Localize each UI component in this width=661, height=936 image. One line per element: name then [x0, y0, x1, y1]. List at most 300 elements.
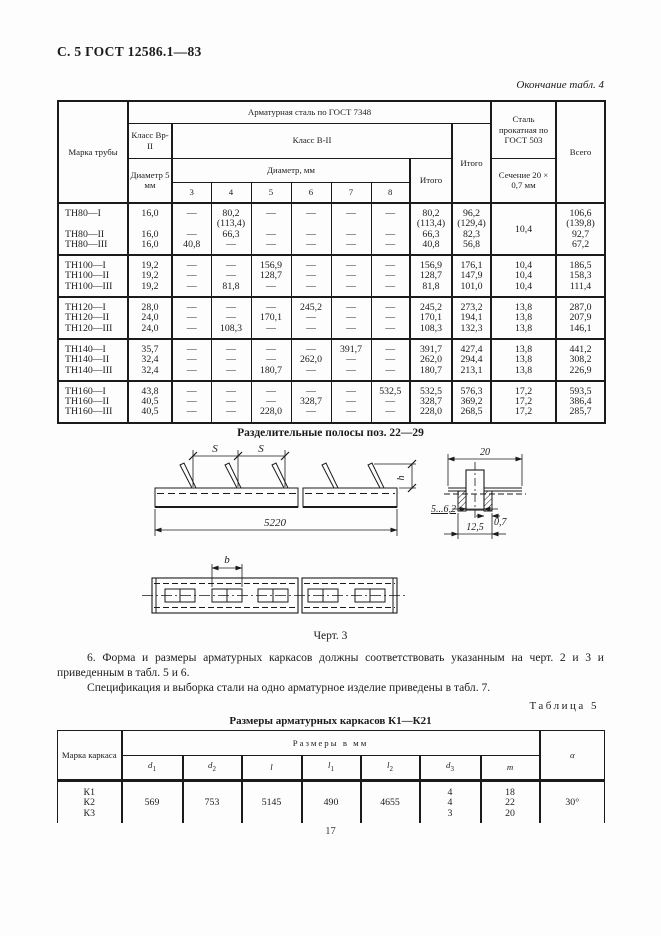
table-cell: [410, 255, 452, 297]
cell-line: 180,7: [419, 364, 443, 376]
vsego-cell: [556, 255, 605, 297]
table-cell: [251, 297, 291, 339]
table-cell: [251, 381, 291, 423]
t4-h-d4: 4: [211, 182, 251, 203]
cell-line: —: [186, 302, 197, 314]
cell-line: —: [226, 364, 236, 376]
cell-line: 81,8: [422, 280, 440, 292]
cell-line: 18: [505, 787, 515, 798]
cell-line: 146,1: [569, 322, 592, 334]
cell-line: 593,5: [569, 385, 592, 397]
cell-line: —: [186, 270, 197, 282]
cell-line: 19,2: [141, 280, 159, 292]
table-cell: [251, 255, 291, 297]
cell-line: 35,7: [141, 343, 159, 355]
t5-m: [481, 781, 540, 823]
cell-line: 32,4: [141, 354, 159, 366]
cell-line: 56,8: [462, 238, 481, 250]
sechenie-cell: [491, 381, 556, 423]
cell-line: —: [186, 385, 197, 397]
t5-subcol-header: $d_2$: [183, 756, 242, 781]
cell-line: —: [266, 280, 276, 292]
cell-line: ТН160—I: [65, 385, 106, 397]
figure-caption: Черт. 3: [313, 630, 348, 642]
t4-h-vsego: Всего: [556, 101, 605, 203]
cell-line: —: [186, 354, 197, 366]
t5-l: 5145: [242, 781, 302, 823]
table-cell: [331, 203, 371, 255]
cell-line: 170,1: [419, 312, 443, 324]
cell-line: 24,0: [141, 312, 159, 324]
cell-line: ТН160—II: [65, 396, 110, 408]
t4-h-d5: 5: [251, 182, 291, 203]
cell-line: 207,9: [569, 312, 592, 324]
cell-line: —: [385, 354, 396, 366]
table-cell: [172, 297, 211, 339]
t5-d1: 569: [122, 781, 183, 823]
cell-line: —: [346, 354, 356, 366]
cell-line: 4: [447, 787, 453, 798]
cell-line: 13,8: [514, 312, 533, 324]
cell-line: —: [306, 270, 316, 282]
t4-h-itogo1: Итого: [410, 158, 452, 203]
cell-line: —: [226, 238, 236, 250]
page-number: 17: [325, 826, 336, 837]
cell-line: —: [266, 208, 276, 219]
table-cell: [251, 339, 291, 381]
dim-label-bottom-width: 12,5: [466, 522, 484, 533]
t5-subheader-row: [58, 756, 605, 781]
table-row: [58, 255, 605, 297]
vsego-cell: [556, 203, 605, 255]
cell-line: 386,4: [569, 396, 592, 408]
cell-line: 13,8: [514, 322, 533, 334]
cell-line: 40,8: [183, 238, 201, 250]
cell-line: 16,0: [141, 238, 159, 250]
cell-line: 532,5: [379, 385, 402, 397]
cell-line: ТН140—III: [65, 364, 113, 376]
cell-line: 96,2: [462, 208, 481, 219]
t5-subcol-header: $l_2$: [361, 756, 420, 781]
cell-line: —: [266, 354, 276, 366]
cell-line: 28,0: [141, 302, 159, 314]
cell-line: 40,5: [141, 406, 159, 418]
cell-line: 262,0: [299, 354, 323, 366]
table-row: [58, 339, 605, 381]
table-cell: [291, 381, 331, 423]
table-cell: [58, 203, 128, 255]
t4-h-klass-b: Класс В-II: [172, 123, 452, 158]
cell-line: —: [385, 406, 396, 418]
cell-line: 82,3: [462, 228, 481, 240]
cell-line: 186,5: [569, 260, 592, 272]
table-cell: [58, 255, 128, 297]
cell-line: 294,4: [460, 354, 483, 366]
cell-line: 228,0: [259, 406, 283, 418]
cell-line: 308,2: [569, 354, 592, 366]
cell-line: 13,8: [514, 302, 533, 314]
cell-line: 40,8: [422, 238, 440, 250]
table-cell: [211, 381, 251, 423]
cell-line: 245,2: [419, 302, 443, 314]
table5-note: Таблица 5: [529, 700, 599, 712]
t4-h-diametr-mm: Диаметр, мм: [172, 158, 410, 182]
cell-line: 17,2: [514, 406, 533, 418]
cell-line: —: [385, 322, 396, 334]
table-cell: [452, 255, 491, 297]
t5-subcol-header: l: [242, 756, 302, 781]
t4-h-stal: Сталь прокатная по ГОСТ 503: [491, 101, 556, 158]
cell-line: ТН140—I: [65, 343, 106, 355]
cell-line: (129,4): [457, 218, 486, 230]
cell-line: —: [346, 322, 356, 334]
cell-line: —: [306, 312, 316, 324]
cell-line: 180,7: [259, 364, 283, 376]
table-cell: [410, 297, 452, 339]
cell-line: —: [385, 208, 396, 219]
cell-line: 391,7: [419, 343, 443, 355]
t5-alpha: 30°: [540, 781, 605, 823]
cell-line: 226,9: [569, 364, 592, 376]
t4-h-marka: Марка трубы: [58, 101, 128, 203]
cell-line: —: [266, 396, 276, 408]
table-cell: [128, 203, 172, 255]
cell-line: —: [346, 208, 356, 219]
cell-line: —: [226, 270, 236, 282]
cell-line: 158,3: [569, 270, 592, 282]
cell-line: 80,2: [222, 208, 240, 219]
t5-h-alpha: α: [540, 731, 605, 781]
t5-marks: [58, 781, 122, 823]
table5: [57, 730, 605, 823]
table-cell: [371, 297, 410, 339]
table-cell: [172, 255, 211, 297]
t5-h-marka: Марка каркаса: [58, 731, 122, 781]
cell-line: ТН100—II: [65, 270, 110, 282]
dim-20: [448, 454, 522, 486]
cell-line: —: [186, 322, 197, 334]
cell-line: —: [385, 312, 396, 324]
cell-line: 245,2: [299, 302, 323, 314]
t4-h-d8: 8: [371, 182, 410, 203]
cell-line: ТН100—I: [65, 260, 106, 272]
t5-l1: 490: [302, 781, 361, 823]
table4-continuation-note: Окончание табл. 4: [516, 79, 604, 91]
cell-line: —: [266, 385, 276, 397]
cell-line: 10,4: [514, 270, 533, 282]
table-row: [58, 781, 605, 823]
cell-line: —: [346, 364, 356, 376]
t4-h-klass-vr: Класс Вр-II: [128, 123, 172, 158]
cell-line: 156,9: [419, 260, 443, 272]
sechenie-cell: [491, 297, 556, 339]
cell-line: 16,0: [141, 228, 159, 240]
cell-line: 273,2: [460, 302, 483, 314]
table-cell: [452, 297, 491, 339]
cell-line: 66,3: [222, 228, 240, 240]
cell-line: 170,1: [259, 312, 283, 324]
t4-h-sechenie: Сечение 20 × 0,7 мм: [491, 158, 556, 203]
table5-header: [58, 731, 605, 781]
table-row: [58, 203, 605, 255]
cell-line: —: [385, 270, 396, 282]
cell-line: 532,5: [419, 385, 443, 397]
cell-line: 213,1: [460, 364, 483, 376]
cell-line: 13,8: [514, 343, 533, 355]
cell-line: 328,7: [419, 396, 443, 408]
cell-line: 40,5: [141, 396, 159, 408]
cell-line: —: [385, 302, 396, 314]
cell-line: 391,7: [339, 343, 363, 355]
dim-label-pin-width: 5...6,2: [431, 504, 456, 515]
cell-line: К3: [83, 807, 95, 819]
table5-body: [58, 781, 605, 823]
table-cell: [172, 203, 211, 255]
cell-line: ТН140—II: [65, 354, 110, 366]
table-cell: [211, 297, 251, 339]
cell-line: —: [186, 396, 197, 408]
dim-label-thickness: 0,7: [494, 517, 507, 528]
cell-line: 156,9: [259, 260, 283, 272]
table-cell: [371, 339, 410, 381]
table-cell: [371, 203, 410, 255]
plan-view: [142, 564, 407, 613]
cell-line: —: [385, 396, 396, 408]
cell-line: 106,6: [569, 208, 592, 219]
dim-label-s2: S: [258, 443, 264, 455]
cell-line: 101,0: [460, 280, 483, 292]
t4-h-d6: 6: [291, 182, 331, 203]
cell-line: 369,2: [460, 396, 483, 408]
cell-line: —: [346, 302, 356, 314]
cell-line: —: [346, 385, 356, 397]
table4: [57, 100, 606, 424]
t5-subcol-header: $l_1$: [302, 756, 361, 781]
page-header: С. 5 ГОСТ 12586.1—83: [57, 44, 202, 59]
cell-line: —: [186, 280, 197, 292]
table-cell: [211, 255, 251, 297]
t5-l2: 4655: [361, 781, 420, 823]
table5-title: Размеры арматурных каркасов К1—К21: [229, 715, 432, 727]
t4-h-diametr5: Диаметр 5 мм: [128, 158, 172, 203]
cell-line: 10,4: [514, 260, 533, 272]
cell-line: —: [266, 228, 276, 240]
table-cell: [58, 339, 128, 381]
cell-line: 576,3: [460, 385, 483, 397]
dim-label-h: h: [396, 475, 407, 481]
cell-line: 262,0: [419, 354, 443, 366]
cell-line: —: [306, 406, 316, 418]
cell-line: 441,2: [569, 343, 592, 355]
cell-line: ТН120—III: [65, 322, 113, 334]
t5-d2: 753: [183, 781, 242, 823]
cell-line: 328,7: [299, 396, 323, 408]
cell-line: —: [226, 396, 236, 408]
cell-line: —: [266, 343, 276, 355]
cell-line: —: [226, 406, 236, 418]
cell-line: —: [306, 238, 316, 250]
dim-label-b: b: [224, 554, 230, 566]
cell-line: —: [346, 260, 356, 272]
table-row: [58, 297, 605, 339]
figure-title: Разделительные полосы поз. 22—29: [237, 427, 424, 439]
cell-line: 32,4: [141, 364, 159, 376]
cell-line: 287,0: [569, 302, 592, 314]
cell-line: 92,7: [571, 228, 590, 240]
cross-section: [444, 454, 526, 539]
cell-line: —: [226, 312, 236, 324]
cell-line: —: [186, 312, 197, 324]
table-cell: [128, 381, 172, 423]
cell-line: 17,2: [514, 396, 533, 408]
cell-line: —: [346, 280, 356, 292]
cell-line: —: [226, 385, 236, 397]
table-cell: [58, 297, 128, 339]
cell-line: 22: [505, 797, 515, 809]
table-cell: [128, 297, 172, 339]
cell-line: 19,2: [141, 260, 159, 272]
cell-line: 19,2: [141, 270, 159, 282]
sechenie-cell: 10,4: [491, 203, 556, 255]
table-cell: [410, 381, 452, 423]
cell-line: —: [186, 364, 197, 376]
cell-line: —: [306, 208, 316, 219]
dim-label-length: 5220: [264, 517, 286, 529]
cell-line: —: [226, 343, 236, 355]
cell-line: —: [306, 385, 316, 397]
cell-line: —: [385, 238, 396, 250]
table-row: [58, 381, 605, 423]
t5-subcol-header: $d_3$: [420, 756, 481, 781]
cell-line: 10,4: [514, 280, 533, 292]
cell-line: —: [385, 364, 396, 376]
figure-drawing: [0, 440, 661, 640]
body-text: [57, 650, 604, 696]
table-cell: [452, 339, 491, 381]
sechenie-cell: [491, 339, 556, 381]
cell-line: —: [266, 238, 276, 250]
table-cell: [291, 255, 331, 297]
t5-d3: [420, 781, 481, 823]
cell-line: 111,4: [569, 280, 592, 292]
cell-line: —: [346, 228, 356, 240]
cell-line: (139,8): [566, 218, 595, 230]
cell-line: —: [186, 260, 197, 272]
paragraph-6: 6. Форма и размеры арматурных каркасов должны соответствовать указанным на черт. 2 и 3 и приведенным в табл. 5 и 6.: [57, 651, 604, 680]
cell-line: —: [346, 406, 356, 418]
divider-pins: [180, 463, 384, 488]
cell-line: —: [385, 343, 396, 355]
table-cell: [331, 381, 371, 423]
vsego-cell: [556, 381, 605, 423]
cell-line: —: [226, 354, 236, 366]
cell-line: 108,3: [419, 322, 443, 334]
cell-line: К1: [83, 787, 95, 798]
cell-line: 17,2: [514, 385, 533, 397]
cell-line: —: [186, 228, 197, 240]
cell-line: 24,0: [141, 322, 159, 334]
dim-label-20: 20: [480, 447, 490, 458]
cell-line: —: [346, 312, 356, 324]
cell-line: 176,1: [460, 260, 483, 272]
table-cell: [211, 203, 251, 255]
vsego-cell: [556, 297, 605, 339]
table-cell: [172, 381, 211, 423]
cell-line: 66,3: [422, 228, 440, 240]
cell-line: К2: [83, 797, 95, 809]
table-cell: [172, 339, 211, 381]
cell-line: —: [186, 406, 197, 418]
table-cell: [58, 381, 128, 423]
cell-line: —: [186, 343, 197, 355]
table-cell: [371, 381, 410, 423]
t4-h-d7: 7: [331, 182, 371, 203]
cell-line: —: [306, 260, 316, 272]
cell-line: —: [266, 302, 276, 314]
table4-header: [58, 101, 605, 203]
t5-h-razmery: Размеры в мм: [122, 731, 540, 756]
vsego-cell: [556, 339, 605, 381]
cell-line: 194,1: [460, 312, 483, 324]
cell-line: 81,8: [222, 280, 240, 292]
cell-line: ТН80—I: [65, 208, 101, 219]
cell-line: 4: [447, 797, 453, 809]
cell-line: —: [266, 322, 276, 334]
table-cell: [452, 203, 491, 255]
table-cell: [410, 203, 452, 255]
cell-line: 132,3: [460, 322, 483, 334]
cell-line: 128,7: [259, 270, 283, 282]
cell-line: 268,5: [460, 406, 483, 418]
cell-line: 67,2: [571, 238, 590, 250]
t5-subcol-header: m: [481, 756, 540, 781]
cell-line: —: [306, 343, 316, 355]
cell-line: —: [346, 396, 356, 408]
cell-line: —: [186, 208, 197, 219]
cell-line: ТН120—I: [65, 302, 106, 314]
cell-line: —: [346, 270, 356, 282]
cell-line: —: [385, 228, 396, 240]
cell-line: —: [306, 228, 316, 240]
cell-line: 128,7: [419, 270, 443, 282]
cell-line: —: [306, 364, 316, 376]
t4-h-armatura: Арматурная сталь по ГОСТ 7348: [128, 101, 491, 123]
t4-h-d3: 3: [172, 182, 211, 203]
cell-line: ТН120—II: [65, 312, 110, 324]
cell-line: ТН80—II: [65, 228, 105, 240]
table-cell: [452, 381, 491, 423]
cell-line: ТН160—III: [65, 406, 113, 418]
table-cell: [371, 255, 410, 297]
cell-line: 80,2: [422, 208, 440, 219]
table4-body: [58, 203, 605, 423]
table-cell: [331, 339, 371, 381]
table-cell: [291, 297, 331, 339]
table-cell: [128, 339, 172, 381]
cell-line: —: [346, 238, 356, 250]
table-cell: [291, 339, 331, 381]
cell-line: (113,4): [416, 218, 446, 230]
paragraph-7: Спецификация и выборка стали на одно арматурное изделие приведены в табл. 7.: [87, 681, 491, 695]
cell-line: 285,7: [569, 406, 592, 418]
table-cell: [331, 297, 371, 339]
cell-line: —: [226, 260, 236, 272]
cell-line: 13,8: [514, 364, 533, 376]
sechenie-cell: [491, 255, 556, 297]
cell-line: 108,3: [219, 322, 243, 334]
cell-line: 16,0: [141, 208, 159, 219]
table-cell: [128, 255, 172, 297]
